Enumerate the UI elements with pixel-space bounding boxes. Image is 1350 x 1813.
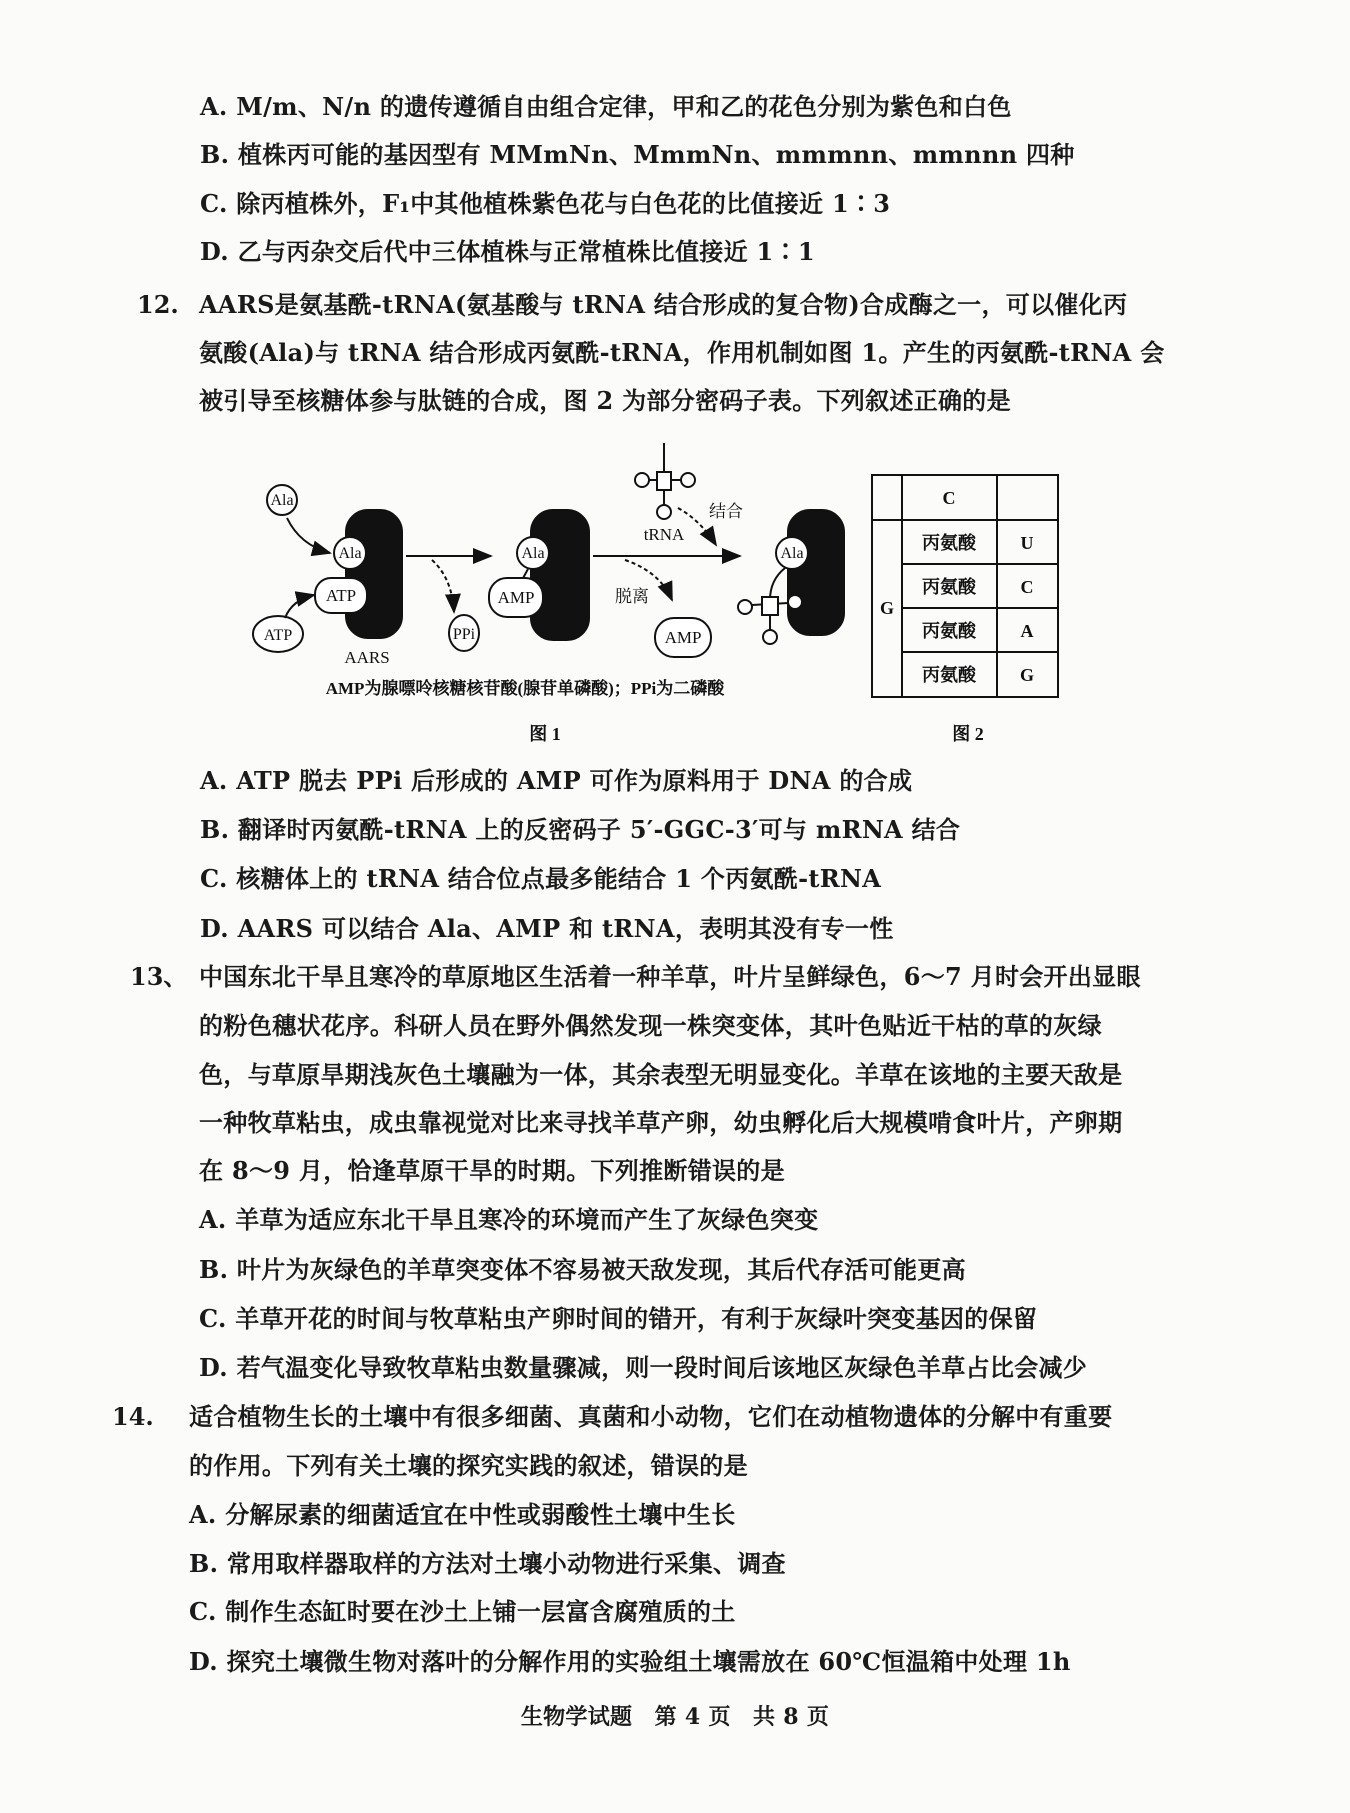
table-cell-amino-acid: 丙氨酸: [922, 621, 976, 641]
ala-label: Ala: [780, 545, 804, 562]
q11-option-c: C. 除丙植株外，F₁中其他植株紫色花与白色花的比值接近 1∶3: [200, 189, 891, 218]
table-cell-third-base: G: [1019, 665, 1035, 685]
figure-1-caption: 图 1: [529, 724, 561, 744]
figure-2-caption: 图 2: [952, 724, 984, 744]
table-cell-third-base: U: [1020, 533, 1034, 553]
q13-option-b: B. 叶片为灰绿色的羊草突变体不容易被天敌发现，其后代存活可能更高: [199, 1255, 966, 1284]
q14-number: 14.: [112, 1402, 154, 1431]
q12-option-b: B. 翻译时丙氨酰-tRNA 上的反密码子 5′-GGC-3′可与 mRNA 结合: [200, 815, 961, 844]
q14-option-d: D. 探究土壤微生物对落叶的分解作用的实验组土壤需放在 60℃恒温箱中处理 1h: [189, 1647, 1071, 1676]
q12-stem-line: AARS是氨基酰-tRNA(氨基酸与 tRNA 结合形成的复合物)合成酶之一，可以催化丙: [199, 290, 1128, 319]
q14-option-a: A. 分解尿素的细菌适宜在中性或弱酸性土壤中生长: [189, 1500, 736, 1529]
q11-option-a: A. M/m、N/n 的遗传遵循自由组合定律，甲和乙的花色分别为紫色和白色: [200, 92, 1012, 121]
q13-stem-line: 在 8～9 月，恰逢草原干旱的时期。下列推断错误的是: [199, 1156, 785, 1185]
table-cell-amino-acid: 丙氨酸: [922, 533, 976, 553]
bind-label: 结合: [709, 502, 743, 521]
q11-option-b: B. 植株丙可能的基因型有 MMmNn、MmmNn、mmmnn、mmnnn 四种: [200, 140, 1075, 169]
ppi-label: PPi: [452, 626, 476, 643]
page-footer: 生物学试题 第 4 页 共 8 页: [520, 1704, 830, 1730]
table-cell-amino-acid: 丙氨酸: [922, 577, 976, 597]
q14-option-b: B. 常用取样器取样的方法对土壤小动物进行采集、调查: [189, 1549, 786, 1578]
amp-label: AMP: [497, 588, 535, 607]
table-cell-third-base: A: [1020, 621, 1034, 641]
table-first-base: G: [879, 598, 895, 618]
figure-1-aars-mechanism: [0, 0, 1350, 760]
q12-stem-line: 被引导至核糖体参与肽链的合成，图 2 为部分密码子表。下列叙述正确的是: [199, 386, 1011, 415]
q12-option-d: D. AARS 可以结合 Ala、AMP 和 tRNA，表明其没有专一性: [200, 914, 894, 943]
q13-stem-line: 色，与草原旱期浅灰色土壤融为一体，其余表型无明显变化。羊草在该地的主要天敌是: [199, 1060, 1123, 1089]
ala-label: Ala: [270, 492, 294, 509]
atp-label: ATP: [325, 586, 357, 605]
figure-1-note: AMP为腺嘌呤核糖核苷酸(腺苷单磷酸)；PPi为二磷酸: [325, 679, 725, 698]
q12-option-a: A. ATP 脱去 PPi 后形成的 AMP 可作为原料用于 DNA 的合成: [200, 766, 913, 795]
ala-label: Ala: [521, 545, 545, 562]
q13-number: 13、: [130, 962, 188, 991]
q13-stem-line: 一种牧草粘虫，成虫靠视觉对比来寻找羊草产卵，幼虫孵化后大规模啃食叶片，产卵期: [199, 1108, 1123, 1137]
table-header-second-base: C: [942, 488, 956, 508]
ala-label: Ala: [338, 545, 362, 562]
q14-stem-line: 的作用。下列有关土壤的探究实践的叙述，错误的是: [189, 1451, 748, 1480]
q13-option-c: C. 羊草开花的时间与牧草粘虫产卵时间的错开，有利于灰绿叶突变基因的保留: [199, 1304, 1038, 1333]
q12-option-c: C. 核糖体上的 tRNA 结合位点最多能结合 1 个丙氨酰-tRNA: [200, 864, 882, 893]
aars-label: AARS: [344, 648, 390, 667]
aars-enzyme: [346, 510, 402, 638]
trna-label: tRNA: [643, 525, 685, 544]
table-cell-third-base: C: [1020, 577, 1034, 597]
amp-label: AMP: [664, 628, 702, 647]
q14-stem-line: 适合植物生长的土壤中有很多细菌、真菌和小动物，它们在动植物遗体的分解中有重要: [189, 1402, 1113, 1431]
q13-stem-line: 的粉色穗状花序。科研人员在野外偶然发现一株突变体，其叶色贴近干枯的草的灰绿: [199, 1011, 1102, 1040]
q12-number: 12.: [137, 290, 179, 319]
release-label: 脱离: [615, 587, 649, 606]
q13-option-d: D. 若气温变化导致牧草粘虫数量骤减，则一段时间后该地区灰绿色羊草占比会减少: [199, 1353, 1088, 1382]
atp-label: ATP: [263, 627, 293, 644]
q11-option-d: D. 乙与丙杂交后代中三体植株与正常植株比值接近 1∶1: [200, 237, 815, 266]
q12-stem-line: 氨酸(Ala)与 tRNA 结合形成丙氨酰-tRNA，作用机制如图 1。产生的丙氨酰-tRNA 会: [199, 338, 1165, 367]
q14-option-c: C. 制作生态缸时要在沙土上铺一层富含腐殖质的土: [189, 1597, 736, 1626]
trna-icon: [635, 443, 695, 519]
table-cell-amino-acid: 丙氨酸: [922, 665, 976, 685]
q13-stem-line: 中国东北干旱且寒冷的草原地区生活着一种羊草，叶片呈鲜绿色，6～7 月时会开出显眼: [199, 962, 1141, 991]
q13-option-a: A. 羊草为适应东北干旱且寒冷的环境而产生了灰绿色突变: [199, 1205, 819, 1234]
